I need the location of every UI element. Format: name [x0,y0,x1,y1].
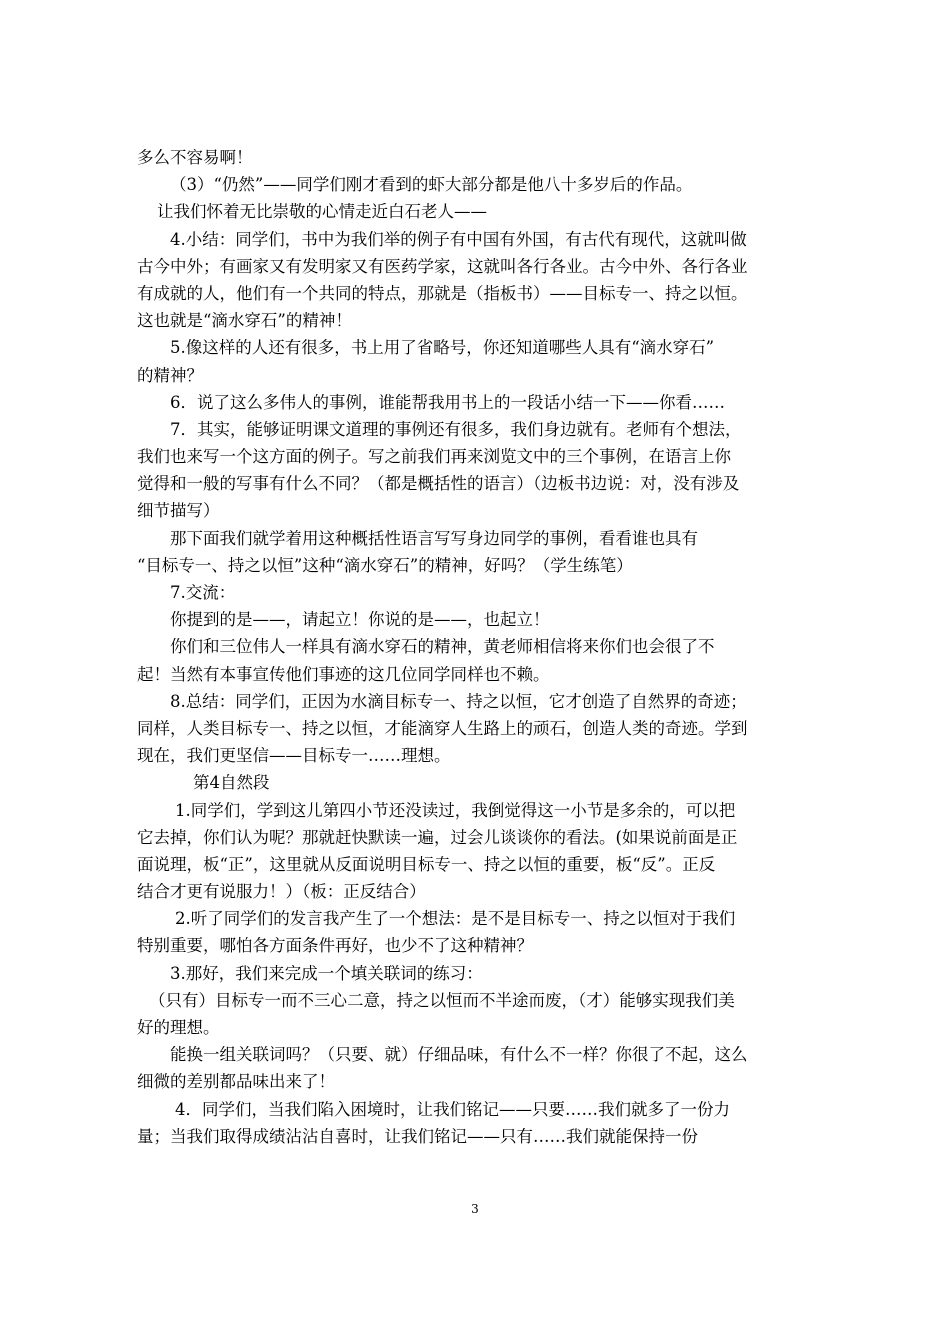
text-line: 好的理想。 [137,1018,220,1037]
section-heading: 第4自然段 [193,773,270,793]
text-line: 它去掉，你们认为呢？那就赶快默读一遍，过会儿谈谈你的看法。(如果说前面是正 [137,827,738,847]
text-line: 古今中外；有画家又有发明家又有医药学家，这就叫各行各业。古今中外、各行各业 [137,256,748,276]
text-line: 同样，人类目标专一、持之以恒，才能滴穿人生路上的顽石，创造人类的奇迹。学到 [137,718,748,738]
text-line: 有成就的人，他们有一个共同的特点，那就是（指板书）——目标专一、持之以恒。 [137,283,748,303]
text-line: 4.小结：同学们，书中为我们举的例子有中国有外国，有古代有现代，这就叫做 [170,229,747,249]
page-number: 3 [471,1202,479,1216]
text-line: 结合才更有说服力！）（板：正反结合） [137,882,426,902]
text-line: 你提到的是——，请起立！你说的是——，也起立！ [170,610,550,630]
text-line: （3）“仍然”——同学们刚才看到的虾大部分都是他八十多岁后的作品。 [170,175,693,195]
text-line: 7.交流： [170,583,236,602]
text-line: 的精神？ [137,365,203,385]
text-line: “目标专一、持之以恒”这种“滴水穿石”的精神，好吗？（学生练笔） [137,555,633,575]
text-line: 那下面我们就学着用这种概括性语言写写身边同学的事例，看看谁也具有 [170,528,698,548]
text-line: 让我们怀着无比崇敬的心情走近白石老人—— [157,202,487,222]
text-line: 1.同学们，学到这儿第四小节还没读过，我倒觉得这一小节是多余的，可以把 [175,800,736,820]
text-line: 多么不容易啊！ [137,148,253,167]
text-line: 特别重要，哪怕各方面条件再好，也少不了这种精神？ [137,936,533,956]
text-line: 4．同学们，当我们陷入困境时，让我们铭记——只要……我们就多了一份力 [175,1099,730,1119]
text-line: 你们和三位伟人一样具有滴水穿石的精神，黄老师相信将来你们也会很了不 [170,637,715,657]
text-line: 起！当然有本事宣传他们事迹的这几位同学同样也不赖。 [137,664,550,684]
text-line: 觉得和一般的写事有什么不同？（都是概括性的语言）（边板书边说：对，没有涉及 [137,474,740,494]
text-line: 能换一组关联词吗？（只要、就）仔细品味，有什么不一样？你很了不起，这么 [170,1045,748,1065]
text-line: 2.听了同学们的发言我产生了一个想法：是不是目标专一、持之以恒对于我们 [175,909,736,929]
text-line: 细微的差别都品味出来了！ [137,1072,335,1092]
text-line: 5.像这样的人还有很多，书上用了省略号，你还知道哪些人具有“滴水穿石” [170,338,715,358]
text-line: 6．说了这么多伟人的事例，谁能帮我用书上的一段话小结一下——你看…… [170,392,725,412]
text-line: 8.总结：同学们，正因为水滴目标专一、持之以恒，它才创造了自然界的奇迹； [170,691,747,711]
text-line: 量；当我们取得成绩沾沾自喜时，让我们铭记——只有……我们就能保持一份 [137,1126,698,1146]
text-line: 现在，我们更坚信——目标专一……理想。 [137,746,451,766]
text-line: 我们也来写一个这方面的例子。写之前我们再来浏览文中的三个事例，在语言上你 [137,447,731,467]
text-line: 这也就是“滴水穿石”的精神！ [137,311,352,331]
document-body [137,144,817,1150]
text-line: （只有）目标专一而不三心二意，持之以恒而不半途而废，（才）能够实现我们美 [149,990,735,1010]
text-line: 细节描写） [137,501,220,521]
text-line: 7．其实，能够证明课文道理的事例还有很多，我们身边就有。老师有个想法， [170,419,742,439]
text-line: 面说理，板“正”，这里就从反面说明目标专一、持之以恒的重要，板“反”。正反 [137,854,716,874]
text-line: 3.那好，我们来完成一个填关联词的练习： [170,963,483,983]
